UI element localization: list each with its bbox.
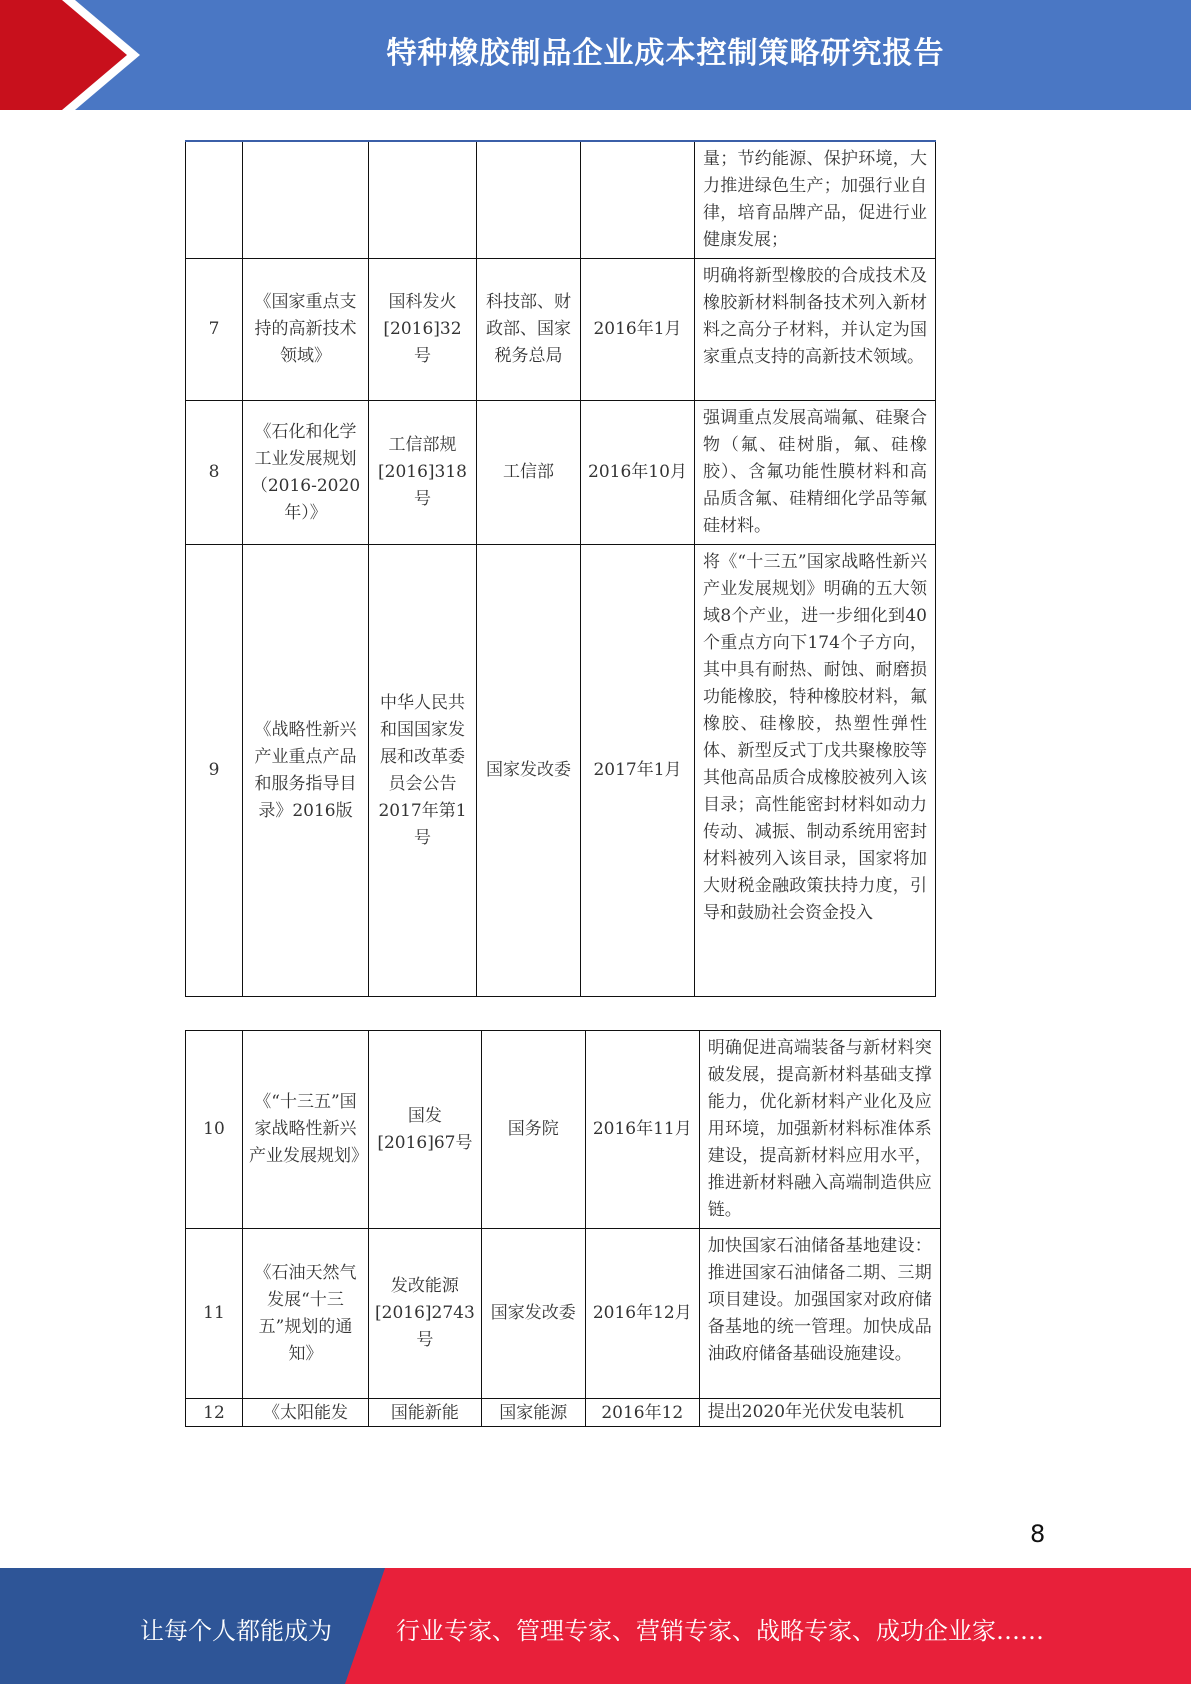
- document-number: 国能新能: [369, 1399, 482, 1427]
- policy-description: 明确将新型橡胶的合成技术及橡胶新材料制备技术列入新材料之高分子材料，并认定为国家重点支持的高新技术领域。: [695, 259, 936, 401]
- footer-slogan-left: 让每个人都能成为: [140, 1617, 332, 1645]
- table-row: [186, 1399, 941, 1427]
- issuing-department: 国家能源: [481, 1399, 585, 1427]
- table-row: [186, 141, 936, 259]
- issuing-department: 国家发改委: [481, 1229, 585, 1399]
- page-footer: [0, 1568, 1191, 1684]
- row-number: 12: [186, 1399, 243, 1427]
- issuing-department: 国家发改委: [477, 545, 581, 997]
- table-row: [186, 1031, 941, 1229]
- table-row: [186, 401, 936, 545]
- issue-date: 2016年10月: [581, 401, 695, 545]
- document-number: 工信部规[2016]318号: [369, 401, 477, 545]
- issue-date: 2016年12月: [585, 1229, 699, 1399]
- document-number: 中华人民共和国国家发展和改革委员会公告2017年第1号: [369, 545, 477, 997]
- policy-name: [243, 141, 369, 259]
- row-number: 10: [186, 1031, 243, 1229]
- table-row: [186, 259, 936, 401]
- document-number: [369, 141, 477, 259]
- document-number: 发改能源[2016]2743号: [369, 1229, 482, 1399]
- table-row: [186, 545, 936, 997]
- issuing-department: 科技部、财政部、国家税务总局: [477, 259, 581, 401]
- report-title: 特种橡胶制品企业成本控制策略研究报告: [386, 36, 945, 71]
- row-number: [186, 141, 243, 259]
- policy-description: 将《“十三五”国家战略性新兴产业发展规划》明确的五大领域8个产业，进一步细化到40个重点方向下174个子方向，其中具有耐热、耐蚀、耐磨损功能橡胶，特种橡胶材料，氟橡胶、硅橡胶，热塑性弹性体、新型反式丁戊共聚橡胶等其他高品质合成橡胶被列入该目录；高性能密封材料如动力传动、减振、制动系统用密封材料被列入该目录，国家将加大财税金融政策扶持力度，引导和鼓励社会资金投入: [695, 545, 936, 997]
- page-number: 8: [1030, 1520, 1046, 1548]
- policy-description: 加快国家石油储备基地建设：推进国家石油储备二期、三期项目建设。加强国家对政府储备基地的统一管理。加快成品油政府储备基础设施建设。: [699, 1229, 940, 1399]
- policy-description: 量；节约能源、保护环境，大力推进绿色生产；加强行业自律，培育品牌产品，促进行业健康发展；: [695, 141, 936, 259]
- policy-table-lower: [185, 1030, 941, 1427]
- row-number: 7: [186, 259, 243, 401]
- document-number: 国科发火[2016]32号: [369, 259, 477, 401]
- policy-description: 强调重点发展高端氟、硅聚合物（氟、硅树脂，氟、硅橡胶）、含氟功能性膜材料和高品质含氟、硅精细化学品等氟硅材料。: [695, 401, 936, 545]
- issue-date: 2016年12: [585, 1399, 699, 1427]
- policy-description: 明确促进高端装备与新材料突破发展，提高新材料基础支撑能力，优化新材料产业化及应用环境，加强新材料标准体系建设，提高新材料应用水平，推进新材料融入高端制造供应链。: [699, 1031, 940, 1229]
- policy-name: 《石油天然气发展“十三五”规划的通知》: [243, 1229, 369, 1399]
- issue-date: [581, 141, 695, 259]
- issue-date: 2017年1月: [581, 545, 695, 997]
- document-number: 国发[2016]67号: [369, 1031, 482, 1229]
- row-number: 8: [186, 401, 243, 545]
- issue-date: 2016年11月: [585, 1031, 699, 1229]
- row-number: 11: [186, 1229, 243, 1399]
- row-number: 9: [186, 545, 243, 997]
- policy-description: 提出2020年光伏发电装机: [699, 1399, 940, 1427]
- issuing-department: [477, 141, 581, 259]
- table-row: [186, 1229, 941, 1399]
- footer-slogan-right: 行业专家、管理专家、营销专家、战略专家、成功企业家……: [396, 1617, 1044, 1645]
- policy-name: 《战略性新兴产业重点产品和服务指导目录》2016版: [243, 545, 369, 997]
- policy-name: 《石化和化学工业发展规划（2016-2020年）》: [243, 401, 369, 545]
- policy-name: 《国家重点支持的高新技术领域》: [243, 259, 369, 401]
- issuing-department: 工信部: [477, 401, 581, 545]
- issuing-department: 国务院: [481, 1031, 585, 1229]
- policy-table-upper: [185, 140, 936, 997]
- page-header: [0, 0, 1191, 110]
- policy-name: 《“十三五”国家战略性新兴产业发展规划》: [243, 1031, 369, 1229]
- policy-name: 《太阳能发: [243, 1399, 369, 1427]
- issue-date: 2016年1月: [581, 259, 695, 401]
